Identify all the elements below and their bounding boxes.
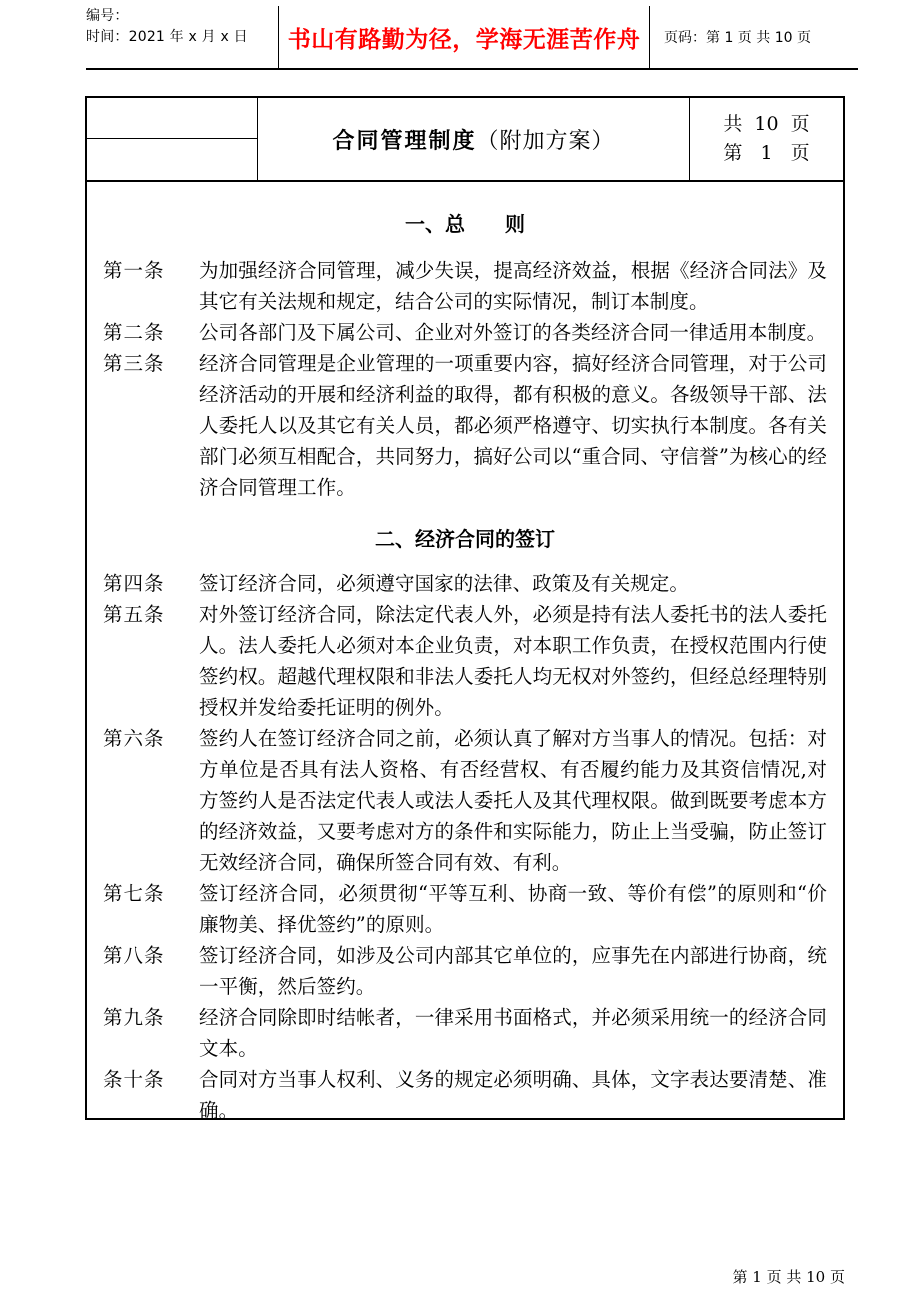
article-item <box>103 940 827 1002</box>
article-text: 对外签订经济合同，除法定代表人外，必须是持有法人委托书的法人委托人。法人委托人必须对本企业负责，对本职工作负责，在授权范围内行使签约权。超越代理权限和非法人委托人均无权对外签约，但经总经理特别授权并发给委托证明的例外。 <box>199 603 827 719</box>
article-text: 合同对方当事人权利、义务的规定必须明确、具体，文字表达要清楚、准确。 <box>199 1068 827 1122</box>
article-text: 为加强经济合同管理，减少失误，提高经济效益，根据《经济合同法》及其它有关法规和规定，结合公司的实际情况，制订本制度。 <box>199 259 827 313</box>
title-table-left-cell <box>87 98 258 180</box>
article-item <box>103 1002 827 1064</box>
article-text: 经济合同管理是企业管理的一项重要内容，搞好经济合同管理，对于公司经济活动的开展和经济利益的取得，都有积极的意义。各级领导干部、法人委托人以及其它有关人员，都必须严格遵守、切实执行本制度。各有关部门必须互相配合，共同努力，搞好公司以“重合同、守信誉”为核心的经济合同管理工作。 <box>199 352 827 499</box>
header-page-info-cell <box>650 6 858 68</box>
header-date: 时间：2021 年 x 月 x 日 <box>86 29 248 45</box>
total-pages-label: 共 10 页 <box>723 113 810 135</box>
article-label: 第二条 <box>103 321 165 344</box>
document-content-frame <box>85 96 845 1120</box>
title-table <box>87 98 843 182</box>
header-motto-cell <box>278 6 650 68</box>
article-text: 经济合同除即时结帐者，一律采用书面格式，并必须采用统一的经济合同文本。 <box>199 1006 827 1060</box>
article-label: 第八条 <box>103 944 165 967</box>
article-item <box>103 599 827 723</box>
page-header <box>86 6 858 68</box>
section-heading-1: 一、总 则 <box>405 212 525 236</box>
article-item <box>103 1064 827 1126</box>
document-body <box>87 182 843 1136</box>
section-heading-2: 二、经济合同的签订 <box>375 527 555 551</box>
header-serial-number: 编号： <box>86 8 129 24</box>
title-table-title-cell <box>258 98 690 180</box>
article-item <box>103 255 827 317</box>
current-page-label: 第 1 页 <box>723 142 810 164</box>
document-title-sub: （附加方案） <box>476 128 615 154</box>
footer-page-number: 第 1 页 共 10 页 <box>732 1268 845 1286</box>
article-label: 第三条 <box>103 352 165 375</box>
article-label: 第九条 <box>103 1006 165 1029</box>
article-item <box>103 723 827 878</box>
article-label: 第五条 <box>103 603 165 626</box>
header-left-meta <box>86 6 278 68</box>
header-page-info: 页码：第 1 页 共 10 页 <box>664 30 811 46</box>
article-text: 签约人在签订经济合同之前，必须认真了解对方当事人的情况。包括：对方单位是否具有法人资格、有否经营权、有否履约能力及其资信情况,对方签约人是否法定代表人或法人委托人及其代理权限。做到既要考虑本方的经济效益，又要考虑对方的条件和实际能力，防止上当受骗，防止签订无效经济合同，确保所签合同有效、有利。 <box>199 727 827 874</box>
document-title-main: 合同管理制度 <box>332 128 477 154</box>
article-label: 条十条 <box>103 1068 165 1091</box>
title-table-left-cell-top <box>87 98 257 139</box>
title-table-left-cell-bottom <box>87 139 257 180</box>
article-item <box>103 348 827 503</box>
article-text: 公司各部门及下属公司、企业对外签订的各类经济合同一律适用本制度。 <box>199 321 827 344</box>
title-table-page-cell <box>690 98 843 180</box>
article-text: 签订经济合同，必须贯彻“平等互利、协商一致、等价有偿”的原则和“价廉物美、择优签约”的原则。 <box>199 882 827 936</box>
article-label: 第四条 <box>103 572 165 595</box>
article-item <box>103 317 827 348</box>
article-item <box>103 568 827 599</box>
header-divider-rule <box>86 68 858 70</box>
article-text: 签订经济合同，如涉及公司内部其它单位的，应事先在内部进行协商，统一平衡，然后签约。 <box>199 944 827 998</box>
article-item <box>103 878 827 940</box>
article-text: 签订经济合同，必须遵守国家的法律、政策及有关规定。 <box>199 572 690 595</box>
page-footer <box>0 1248 845 1287</box>
article-label: 第六条 <box>103 727 165 750</box>
article-label: 第七条 <box>103 882 165 905</box>
document-title <box>332 124 614 155</box>
header-motto: 书山有路勤为径，学海无涯苦作舟 <box>287 25 641 53</box>
article-label: 第一条 <box>103 259 165 282</box>
